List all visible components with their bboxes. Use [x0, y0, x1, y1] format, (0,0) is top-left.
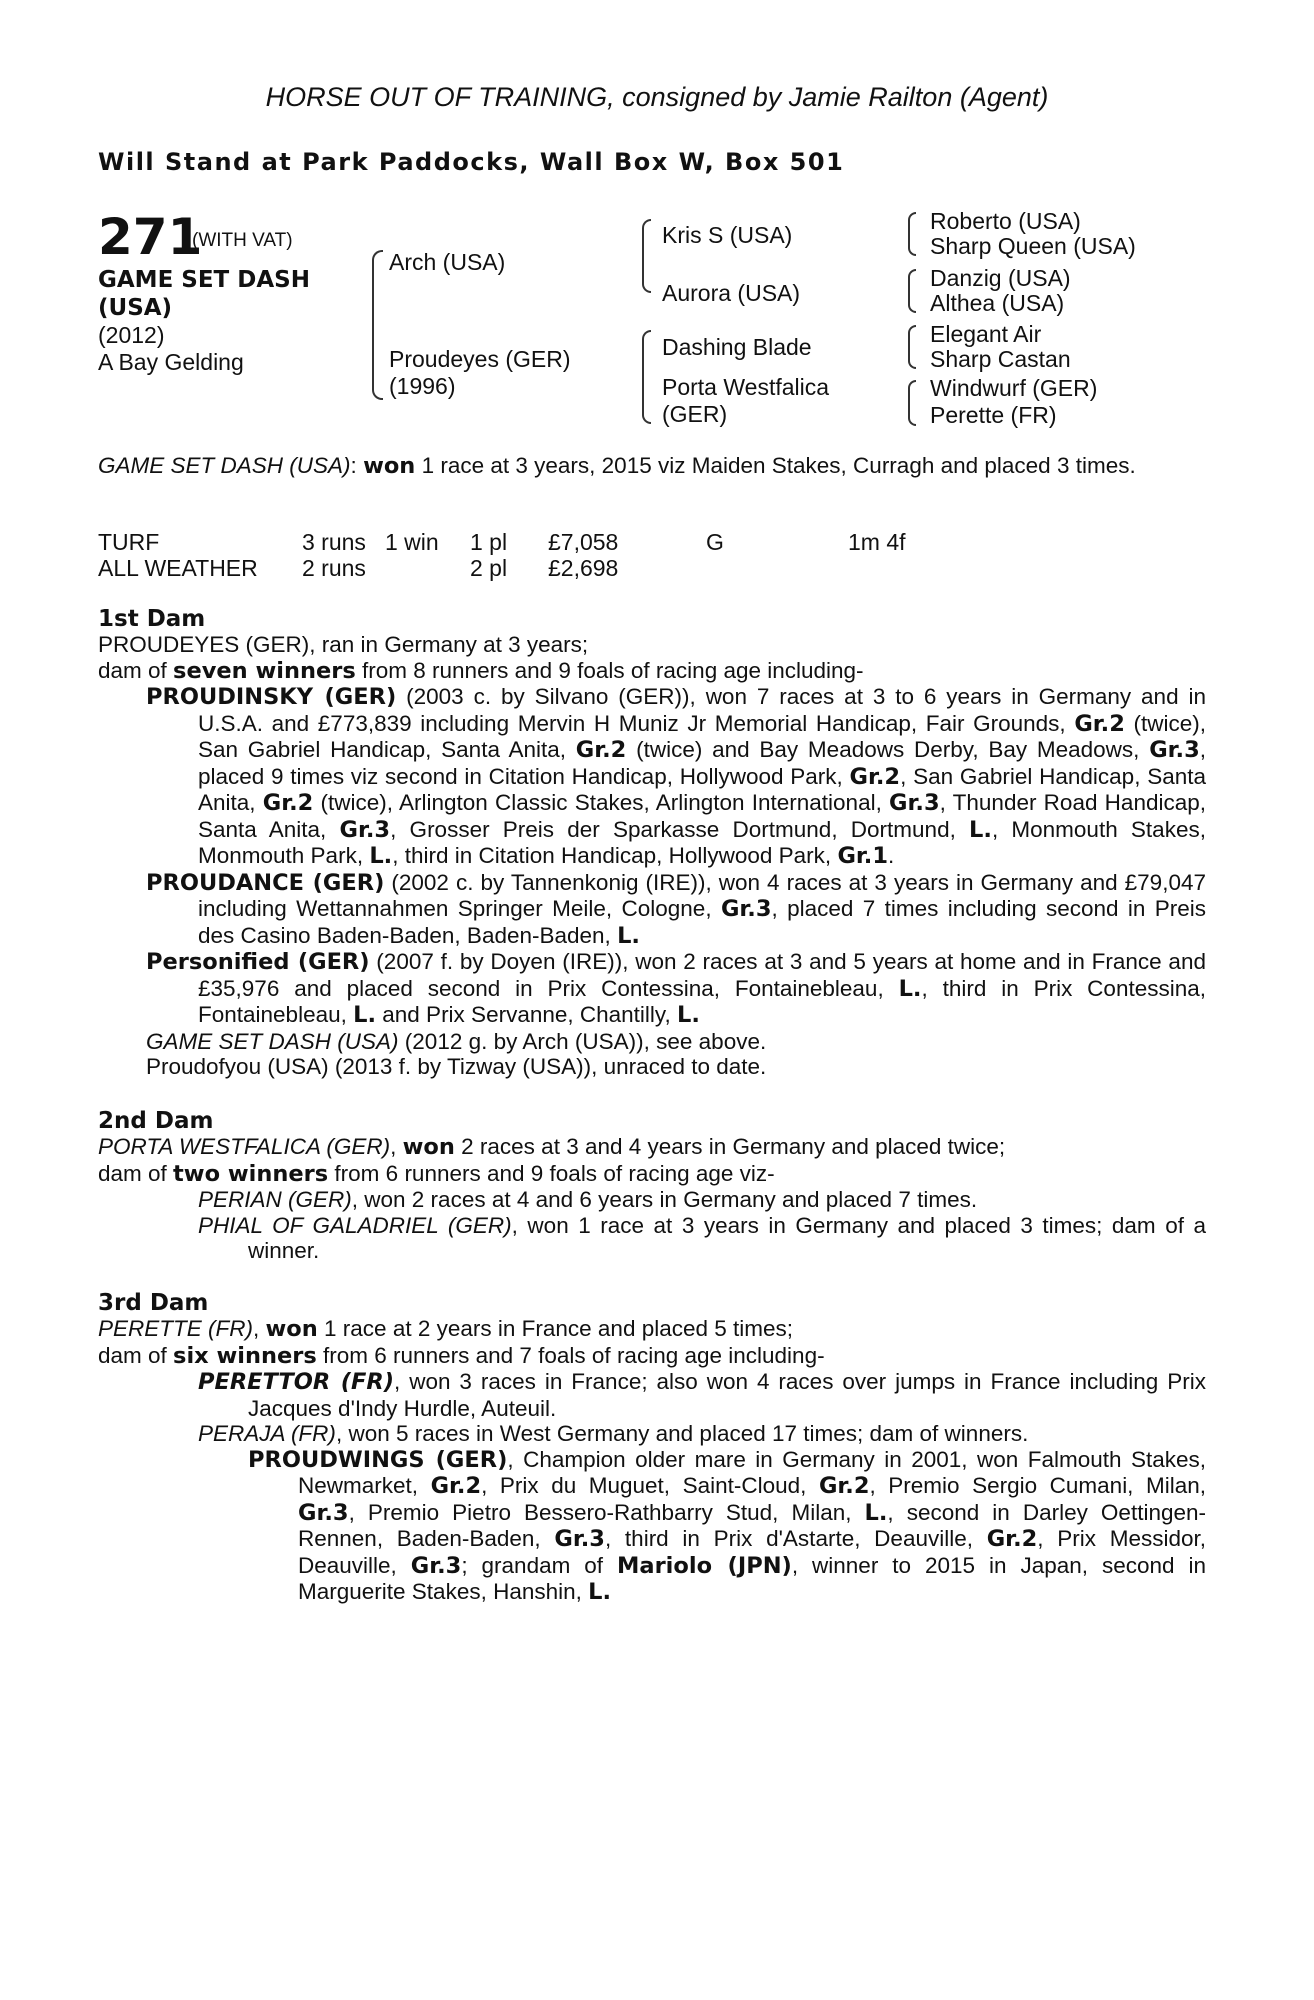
- pedigree-dam-sire: Dashing Blade: [662, 334, 812, 360]
- pedigree-brace-g2: [908, 269, 916, 313]
- second-dam-record: 2 races at 3 and 4 years in Germany and placed twice;: [454, 1134, 1006, 1159]
- record-runs-0: 3 runs: [302, 529, 366, 555]
- record-runs-1: 2 runs: [302, 555, 366, 581]
- progeny-game-set-dash: [98, 1029, 1206, 1055]
- record-prize-1: £2,698: [548, 555, 619, 581]
- pedigree-brace-g1: [908, 212, 916, 256]
- pedigree-g4: Althea (USA): [930, 290, 1065, 316]
- record-placed-0: 1 pl: [470, 529, 508, 555]
- progeny-peraja: [98, 1421, 1206, 1447]
- record-text: ; grandam of: [461, 1552, 618, 1578]
- record-text: , Prix Messidor, Deauville,: [298, 1526, 1207, 1578]
- horse-year: (2012): [98, 322, 165, 348]
- progeny-text: , won 2 races at 4 and 6 years in Germany and placed 7 times.: [351, 1187, 978, 1212]
- second-dam-line2-c: from 6 runners and 9 foals of racing age viz-: [328, 1160, 775, 1186]
- third-dam-line2: [98, 1343, 1206, 1370]
- third-dam-winners-count: six winners: [173, 1342, 317, 1369]
- pedigree-sire-dam: Aurora (USA): [662, 280, 801, 306]
- third-dam-record: 1 race at 2 years in France and placed 5 times;: [317, 1316, 794, 1341]
- record-text: (twice), San Gabriel Handicap, Santa Anita,: [198, 710, 1206, 762]
- summary-text: 1 race at 3 years, 2015 viz Maiden Stakes, Curragh and placed 3 times.: [415, 453, 1136, 478]
- race-grade: L.: [369, 843, 393, 869]
- pedigree-g8: Perette (FR): [930, 402, 1057, 428]
- summary-horse-name: GAME SET DASH (USA): [98, 453, 351, 478]
- record-text: (2003 c. by Silvano (GER)), won 7 races at 3 to 6 years in Germany and in U.S.A. and £773,839 including Mervin H Muniz Jr Memorial Handicap, Fair Grounds,: [198, 684, 1206, 736]
- progeny-proudofyou: Proudofyou (USA) (2013 f. by Tizway (USA)), unraced to date.: [146, 1054, 767, 1079]
- progeny-name: GAME SET DASH (USA): [146, 1028, 399, 1054]
- pedigree-g6: Sharp Castan: [930, 346, 1071, 372]
- first-dam-section: [98, 632, 1206, 1080]
- progeny-name: PROUDANCE (GER): [146, 869, 385, 896]
- pedigree-g5: Elegant Air: [930, 321, 1042, 347]
- race-grade: Gr.2: [986, 1526, 1038, 1552]
- race-grade: L.: [864, 1499, 888, 1526]
- record-text: .: [888, 843, 895, 868]
- pedigree-brace-parents: [372, 250, 383, 400]
- record-wins-0: 1 win: [385, 529, 439, 555]
- race-grade: Gr.1: [837, 843, 888, 869]
- race-grade: Gr.3: [554, 1526, 605, 1552]
- race-grade: L.: [969, 816, 992, 843]
- record-text: , Premio Pietro Bessero-Rathbarry Stud, Milan,: [348, 1499, 865, 1525]
- progeny-proudinsky: [98, 684, 1206, 870]
- third-dam-comma: ,: [253, 1316, 266, 1341]
- stand-location: Will Stand at Park Paddocks, Wall Box W, Box 501: [98, 148, 845, 176]
- progeny-name: PROUDINSKY (GER): [146, 684, 397, 710]
- race-grade: Gr.3: [889, 790, 940, 816]
- record-placed-1: 2 pl: [470, 555, 508, 581]
- second-dam-line1: [98, 1134, 1206, 1161]
- record-surface-0: TURF: [98, 529, 160, 555]
- horse-name-line1: GAME SET DASH: [98, 267, 310, 293]
- lot-number: 271: [98, 208, 203, 266]
- progeny-personified: [98, 949, 1206, 1029]
- progeny-text: (2012 g. by Arch (USA)), see above.: [398, 1028, 767, 1054]
- record-text: , third in Prix d'Astarte, Deauville,: [604, 1526, 987, 1551]
- third-dam-line2-c: from 6 runners and 7 foals of racing age including-: [316, 1342, 825, 1368]
- record-text: , Premio Sergio Cumani, Milan,: [869, 1473, 1206, 1498]
- race-grade: Gr.3: [720, 896, 772, 922]
- second-dam-won: won: [402, 1134, 455, 1160]
- vat-note: (WITH VAT): [192, 230, 293, 251]
- progeny-name: PERAJA (FR): [198, 1421, 336, 1446]
- race-grade: Gr.3: [339, 816, 391, 843]
- race-grade: Gr.3: [410, 1552, 462, 1579]
- race-summary: [98, 453, 1258, 480]
- race-grade: Gr.2: [430, 1473, 482, 1499]
- record-text: , Grosser Preis der Sparkasse Dortmund, Dortmund,: [390, 816, 970, 842]
- horse-name: [98, 266, 310, 322]
- progeny-text: , won 5 races in West Germany and placed 17 times; dam of winners.: [335, 1421, 1029, 1446]
- pedigree-dam: Proudeyes (GER): [389, 346, 571, 372]
- progeny-name: Personified (GER): [146, 949, 370, 975]
- race-grade: Gr.2: [575, 737, 627, 763]
- progeny-text: [198, 684, 1206, 868]
- first-dam-line1: PROUDEYES (GER), ran in Germany at 3 years;: [98, 632, 589, 657]
- pedigree-brace-sire: [642, 219, 651, 293]
- record-text: , placed 9 times viz second in Citation Handicap, Hollywood Park,: [198, 737, 1207, 789]
- progeny-text: , won 3 races in France; also won 4 races over jumps in France including Prix Jacques d'Indy Hurdle, Auteuil.: [248, 1369, 1206, 1421]
- record-text: , Champion older mare in Germany in 2001, won Falmouth Stakes, Newmarket,: [298, 1446, 1206, 1498]
- third-dam-name: PERETTE (FR): [98, 1316, 253, 1341]
- record-text: , San Gabriel Handicap, Santa Anita,: [198, 763, 1206, 815]
- third-dam-heading: 3rd Dam: [98, 1290, 209, 1316]
- summary-colon: :: [350, 453, 364, 478]
- third-dam-won: won: [265, 1316, 318, 1342]
- race-grade: Gr.2: [818, 1473, 870, 1499]
- progeny-perettor: [98, 1369, 1206, 1421]
- second-dam-line2-a: dam of: [98, 1160, 174, 1186]
- record-text: , second in Darley Oettingen-Rennen, Baden-Baden,: [298, 1499, 1206, 1551]
- race-grade: Gr.3: [1149, 737, 1200, 763]
- pedigree-g7: Windwurf (GER): [930, 375, 1098, 401]
- race-grade: L.: [617, 922, 640, 949]
- first-dam-line2-c: from 8 runners and 9 foals of racing age including-: [355, 657, 864, 683]
- progeny-name: PERETTOR (FR): [198, 1369, 395, 1395]
- pedigree-brace-dam: [642, 330, 651, 424]
- progeny-proudwings: [98, 1447, 1206, 1606]
- progeny-name: PHIAL OF GALADRIEL (GER): [198, 1212, 512, 1238]
- record-text: (twice), Arlington Classic Stakes, Arlington International,: [313, 790, 890, 815]
- record-distance-0: 1m 4f: [848, 529, 906, 555]
- third-dam-line2-a: dam of: [98, 1342, 174, 1368]
- pedigree-g1: Roberto (USA): [930, 208, 1081, 234]
- pedigree-dam-dam: Porta Westfalica: [662, 374, 830, 400]
- race-grade: Gr.3: [298, 1499, 349, 1526]
- progeny-phial-of-galadriel: [98, 1213, 1206, 1264]
- record-text: , third in Citation Handicap, Hollywood Park,: [392, 843, 838, 868]
- pedigree-brace-g4: [908, 380, 916, 426]
- race-grade: Gr.2: [262, 790, 314, 816]
- third-dam-line1: [98, 1316, 1206, 1343]
- second-dam-line2: [98, 1161, 1206, 1188]
- horse-name-line2: (USA): [98, 295, 173, 321]
- record-text: (2007 f. by Doyen (IRE)), won 2 races at 3 and 5 years at home and in France and £35,976 and placed second in Prix Contessina, Fontainebleau,: [198, 949, 1206, 1001]
- race-grade: L.: [588, 1579, 612, 1605]
- third-dam-section: [98, 1316, 1206, 1606]
- record-prize-0: £7,058: [548, 529, 619, 555]
- progeny-text: , won 1 race at 3 years in Germany and placed 3 times; dam of a winner.: [248, 1212, 1206, 1263]
- pedigree-brace-g3: [908, 325, 916, 369]
- first-dam-winners-count: seven winners: [173, 657, 356, 684]
- record-text: , third in Prix Contessina, Fontainebleau,: [198, 975, 1206, 1027]
- record-text: (2002 c. by Tannenkonig (IRE)), won 4 races at 3 years in Germany and £79,047 including Wettannahmen Springer Meile, Cologne,: [198, 869, 1206, 921]
- first-dam-line2: [98, 658, 1206, 685]
- first-dam-line2-a: dam of: [98, 657, 174, 683]
- race-grade: Gr.2: [1074, 710, 1125, 737]
- first-dam-heading: 1st Dam: [98, 606, 206, 632]
- pedigree-sire: Arch (USA): [389, 249, 506, 275]
- record-text: (twice) and Bay Meadows Derby, Bay Meadows,: [626, 737, 1150, 762]
- record-text: , placed 7 times including second in Preis des Casino Baden-Baden, Baden-Baden,: [198, 896, 1206, 948]
- progeny-proudance: [98, 870, 1206, 950]
- pedigree-dam-year: (1996): [389, 373, 456, 399]
- second-dam-comma: ,: [390, 1134, 403, 1159]
- progeny-perian: [98, 1187, 1206, 1213]
- progeny-name: PROUDWINGS (GER): [248, 1446, 508, 1473]
- second-dam-heading: 2nd Dam: [98, 1108, 214, 1134]
- horse-description: A Bay Gelding: [98, 349, 244, 375]
- page-title: HORSE OUT OF TRAINING, consigned by Jamie Railton (Agent): [265, 82, 1049, 112]
- race-grade: Gr.2: [849, 763, 901, 790]
- record-text: , Prix du Muguet, Saint-Cloud,: [481, 1473, 819, 1498]
- pedigree-g2: Sharp Queen (USA): [930, 233, 1136, 259]
- record-text: , Thunder Road Handicap, Santa Anita,: [198, 790, 1206, 842]
- summary-won: won: [363, 453, 416, 479]
- race-grade: L.: [898, 975, 922, 1002]
- record-text: , winner to 2015 in Japan, second in Marguerite Stakes, Hanshin,: [298, 1552, 1206, 1604]
- second-dam-name: PORTA WESTFALICA (GER): [98, 1134, 391, 1159]
- record-going-0: G: [706, 529, 724, 555]
- race-grade: L.: [353, 1002, 377, 1028]
- second-dam-section: [98, 1134, 1206, 1264]
- second-dam-winners-count: two winners: [173, 1160, 329, 1187]
- record-text: , Monmouth Stakes, Monmouth Park,: [198, 816, 1206, 868]
- pedigree-sire-sire: Kris S (USA): [662, 222, 793, 248]
- pedigree-g3: Danzig (USA): [930, 265, 1071, 291]
- pedigree-dam-dam-country: (GER): [662, 401, 728, 427]
- record-surface-1: ALL WEATHER: [98, 555, 258, 581]
- record-text: and Prix Servanne, Chantilly,: [376, 1002, 677, 1027]
- progeny-name: PERIAN (GER): [198, 1187, 352, 1212]
- race-grade: Mariolo (JPN): [617, 1552, 792, 1579]
- race-grade: L.: [677, 1002, 700, 1028]
